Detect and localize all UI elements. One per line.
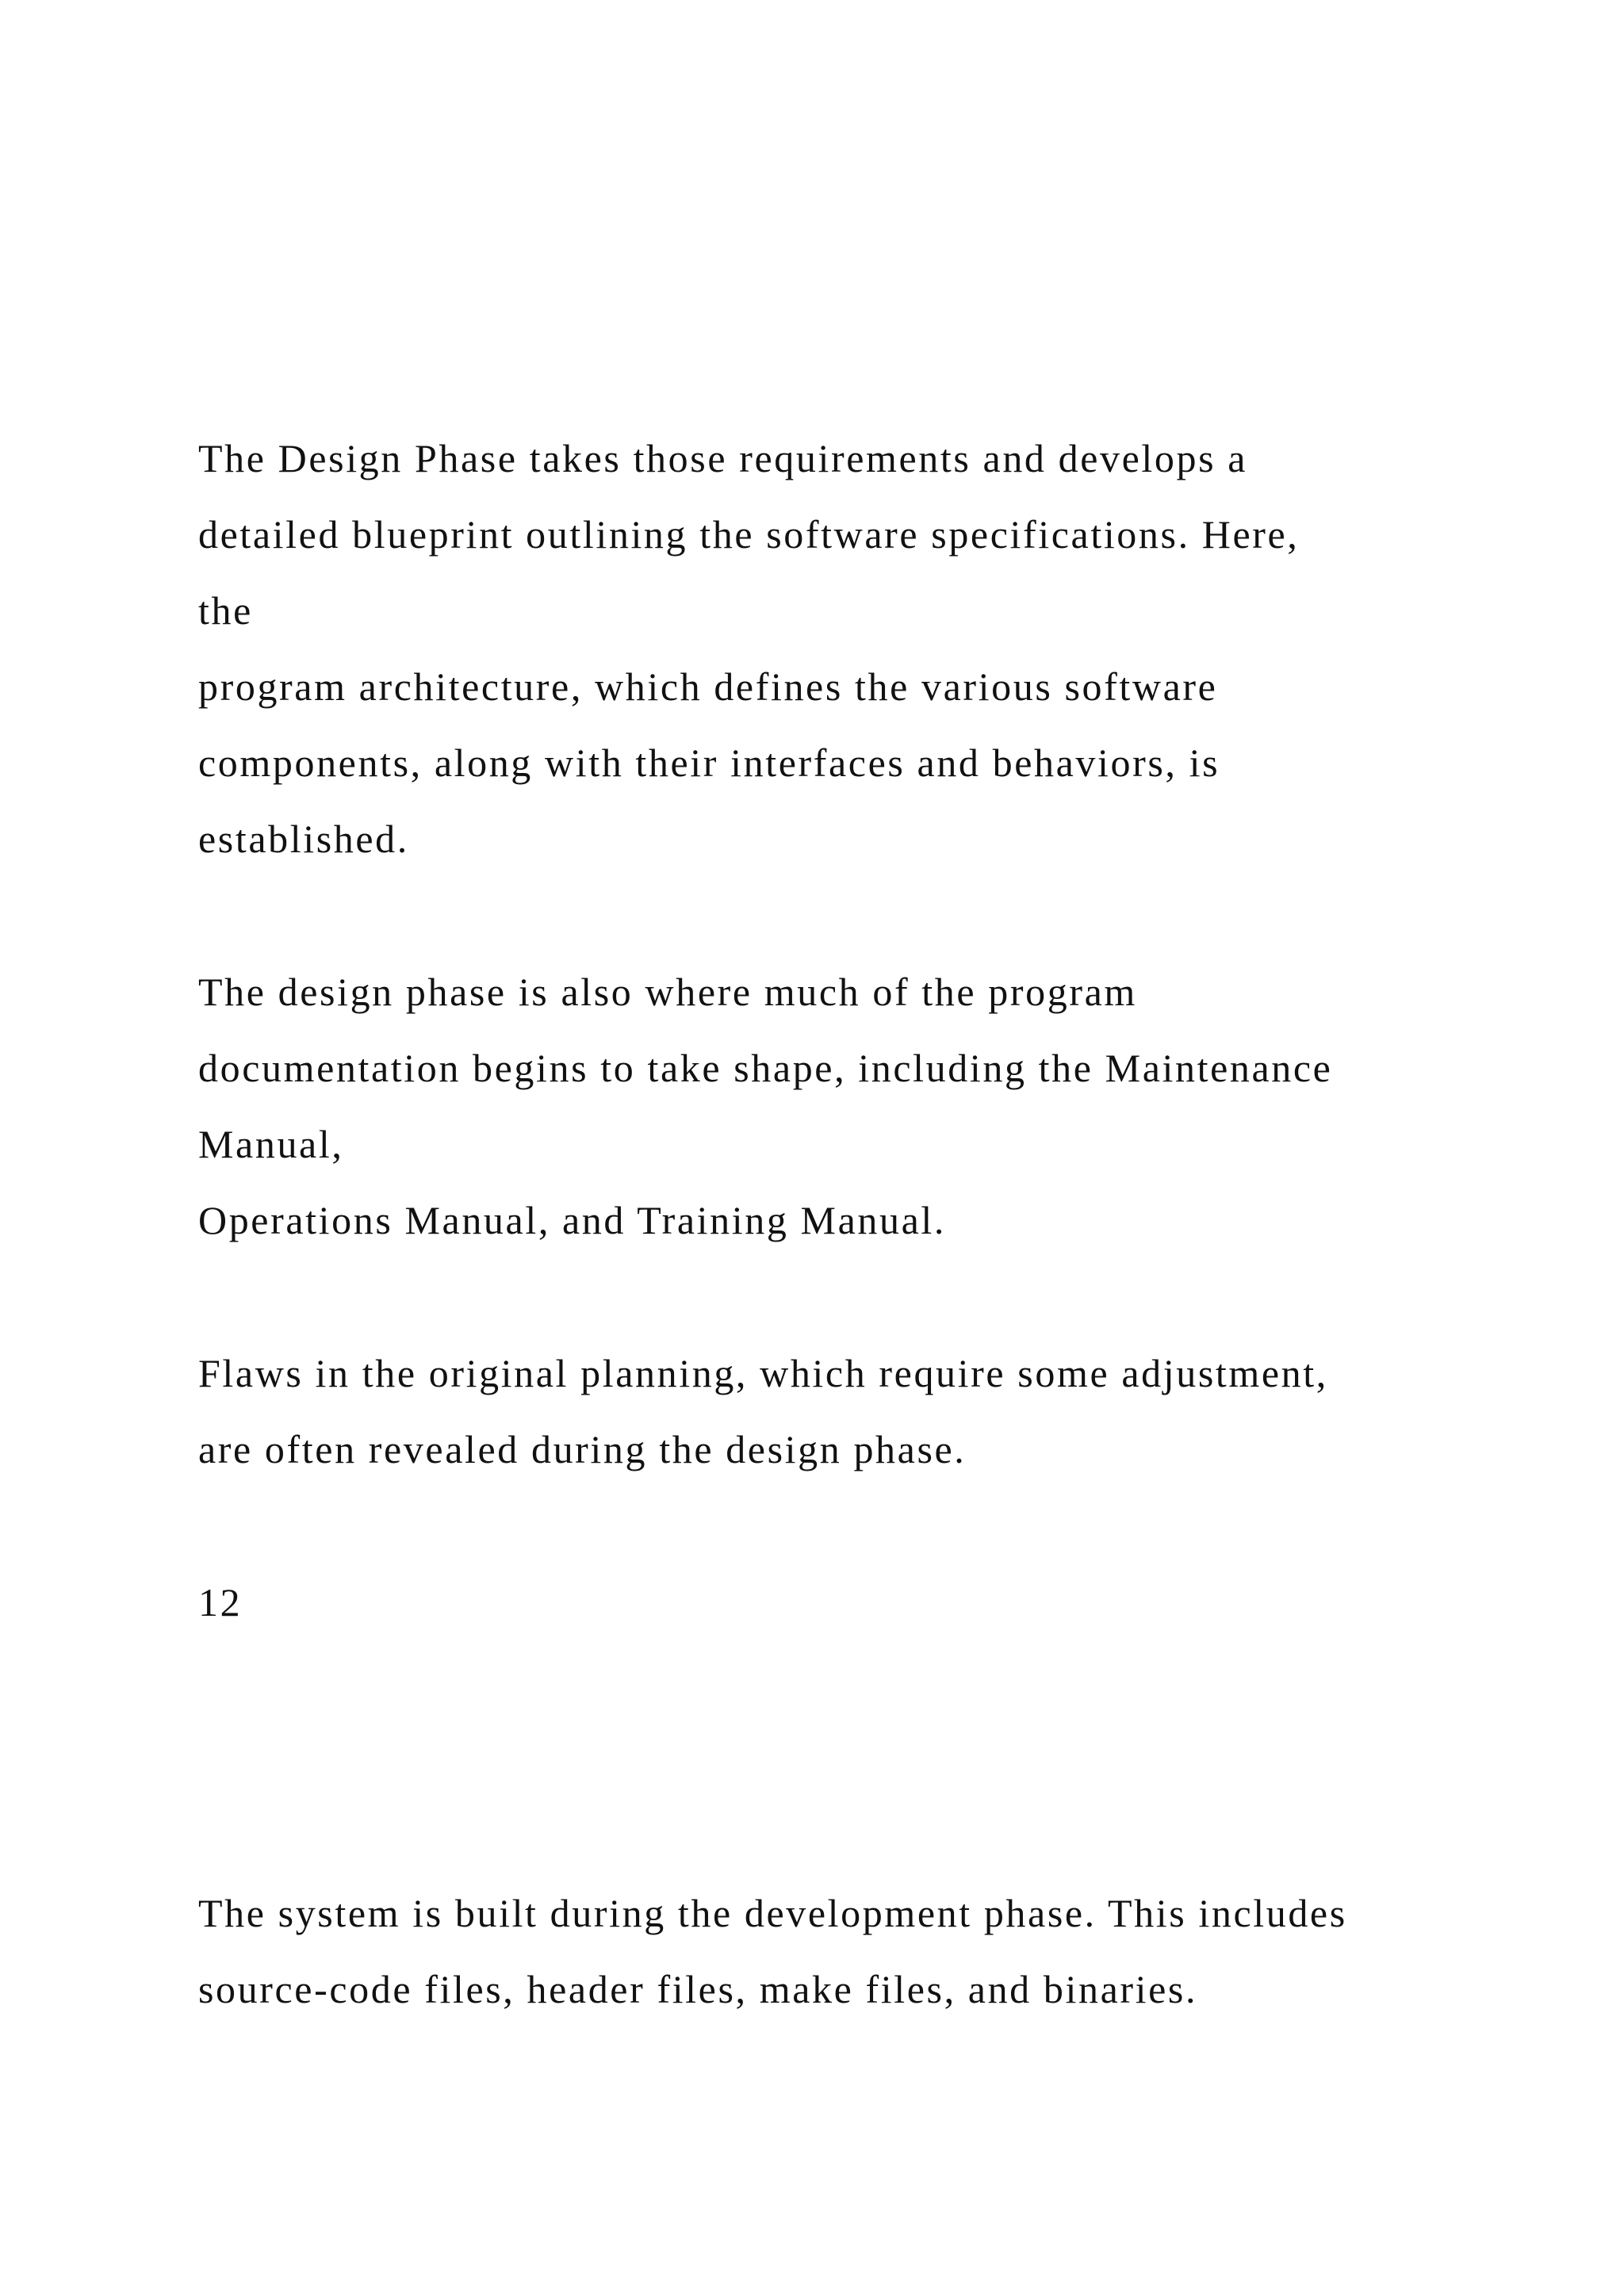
text-line: detailed blueprint outlining the software specifications. Here, xyxy=(198,512,1300,557)
text-line: components, along with their interfaces and behaviors, is xyxy=(198,740,1220,785)
text-line: source-code files, header files, make files, and binaries. xyxy=(198,1967,1198,2011)
text-line: The Design Phase takes those requirements and develops a xyxy=(198,436,1248,480)
text-line: Operations Manual, and Training Manual. xyxy=(198,1198,946,1242)
text-line: The design phase is also where much of the program xyxy=(198,970,1137,1014)
text-line: established. xyxy=(198,817,409,861)
text-line: Manual, xyxy=(198,1122,344,1166)
text-line: Flaws in the original planning, which require some adjustment, xyxy=(198,1351,1328,1395)
text-line: The system is built during the development phase. This includes xyxy=(198,1891,1347,1935)
text-line: the xyxy=(198,588,253,633)
text-line: documentation begins to take shape, including the Maintenance xyxy=(198,1046,1333,1090)
page-number: 12 xyxy=(198,1580,243,1624)
text-line: are often revealed during the design phase. xyxy=(198,1427,967,1471)
text-line: program architecture, which defines the various software xyxy=(198,664,1218,709)
